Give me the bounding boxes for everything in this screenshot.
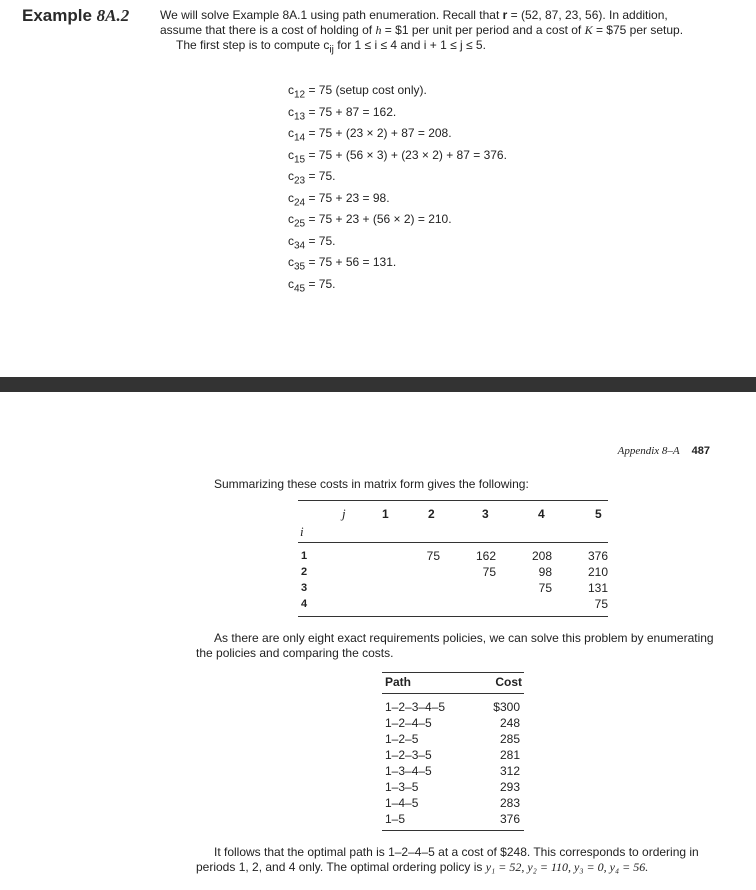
table-rule bbox=[382, 830, 524, 831]
running-header bbox=[618, 445, 710, 457]
matrix-cell: 162 bbox=[475, 549, 496, 563]
appendix-label: Appendix 8–A bbox=[617, 445, 680, 457]
example-number: 8A.2 bbox=[96, 6, 130, 25]
matrix-cell: 210 bbox=[587, 565, 608, 579]
matrix-cell: 75 bbox=[594, 597, 608, 611]
path-value: 1–2–3–4–5 bbox=[385, 700, 446, 714]
conclusion-paragraph bbox=[196, 845, 716, 875]
table-rule bbox=[382, 693, 524, 694]
row-label: 1 bbox=[301, 550, 308, 562]
cost-line: $c_{35} = 75 + 56 = 131$. bbox=[288, 255, 397, 273]
matrix-cell: 131 bbox=[587, 581, 608, 595]
example-prefix: Example bbox=[22, 6, 92, 25]
path-value: 1–4–5 bbox=[385, 796, 419, 810]
matrix-cell: 208 bbox=[531, 549, 552, 563]
r-vector-symbol: r bbox=[502, 8, 508, 22]
matrix-cell: 376 bbox=[587, 549, 608, 563]
cost-line: $c_{34} = 75$. bbox=[288, 233, 336, 251]
i-label: i bbox=[300, 524, 304, 539]
cost-value: 285 bbox=[499, 732, 520, 746]
table-rule bbox=[298, 500, 608, 501]
cost-line: $c_{45} = 75$. bbox=[288, 276, 336, 294]
path-value: 1–5 bbox=[385, 812, 406, 826]
path-value: 1–2–5 bbox=[385, 732, 419, 746]
table-rule bbox=[382, 672, 524, 673]
path-value: 1–3–5 bbox=[385, 780, 419, 794]
path-value: 1–2–3–5 bbox=[385, 748, 432, 762]
row-label: 2 bbox=[301, 566, 308, 578]
conclusion-text: It follows that the optimal path is 1–2–4–5 at a cost of $248. This corresponds to ordering in periods 1, 2, and 4 only. The optimal ordering policy is bbox=[196, 845, 699, 874]
intro-text: We will solve Example 8A.1 using path enumeration. Recall that r = (52, 87, 23, 56). In addition, assume that there is a cost of holding of h = $1 per unit per period and a cost of K = $75 per setup. bbox=[160, 8, 684, 37]
cost-value: 281 bbox=[499, 748, 520, 762]
path-value: 1–2–4–5 bbox=[385, 716, 432, 730]
cost-line: $c_{15} = 75 + (56 \times 3) + (23 \times 2) + 87 = 376$. bbox=[288, 147, 507, 165]
cost-value: 376 bbox=[499, 812, 520, 826]
path-header: Path bbox=[385, 675, 412, 689]
intro-paragraph bbox=[160, 8, 700, 57]
row-label: 3 bbox=[301, 582, 308, 594]
page-divider-bar bbox=[0, 377, 756, 392]
column-header: 5 bbox=[595, 507, 602, 521]
cost-line: $c_{13} = 75 + 87 = 162$. bbox=[288, 104, 397, 122]
cost-list bbox=[288, 80, 507, 295]
cost-value: 293 bbox=[499, 780, 520, 794]
page-number: 487 bbox=[691, 445, 710, 457]
column-header: 1 bbox=[382, 507, 389, 521]
cost-value: $300 bbox=[493, 700, 520, 714]
path-value: 1–3–4–5 bbox=[385, 764, 432, 778]
matrix-cell: 75 bbox=[426, 549, 440, 563]
step-text: The first step is to compute $c_{ij}$ for 1 ≤ i ≤ 4 and i + 1 ≤ j ≤ 5. bbox=[176, 38, 486, 56]
matrix-cell: 98 bbox=[538, 565, 552, 579]
summary-text: Summarizing these costs in matrix form gives the following: bbox=[214, 477, 529, 491]
j-label: j bbox=[342, 506, 346, 521]
cost-line: $c_{25} = 75 + 23 + (56 \times 2) = 210$. bbox=[288, 212, 452, 230]
matrix-cell: 75 bbox=[482, 565, 496, 579]
cost-value: 283 bbox=[499, 796, 520, 810]
cost-line: $c_{14} = 75 + (23 \times 2) + 87 = 208$. bbox=[288, 126, 452, 144]
cost-line: $c_{12} = 75$ (setup cost only). bbox=[288, 83, 427, 101]
cost-line: $c_{24} = 75 + 23 = 98$. bbox=[288, 190, 390, 208]
column-header: 2 bbox=[428, 507, 435, 521]
matrix-cell: 75 bbox=[538, 581, 552, 595]
cost-header: Cost bbox=[495, 675, 522, 689]
example-label bbox=[22, 6, 129, 26]
column-header: 4 bbox=[538, 507, 545, 521]
cost-value: 248 bbox=[499, 716, 520, 730]
table-rule bbox=[298, 542, 608, 543]
enumeration-paragraph: As there are only eight exact requirements policies, we can solve this problem by enumerating the policies and comparing the costs. bbox=[196, 631, 714, 660]
cost-line: $c_{23} = 75$. bbox=[288, 169, 336, 187]
optimal-policy: y₁ = 52, y₂ = 110, y₃ = 0, y₄ = 56. bbox=[485, 860, 649, 874]
table-rule bbox=[298, 616, 608, 617]
cost-value: 312 bbox=[499, 764, 520, 778]
column-header: 3 bbox=[482, 507, 489, 521]
row-label: 4 bbox=[301, 598, 308, 610]
